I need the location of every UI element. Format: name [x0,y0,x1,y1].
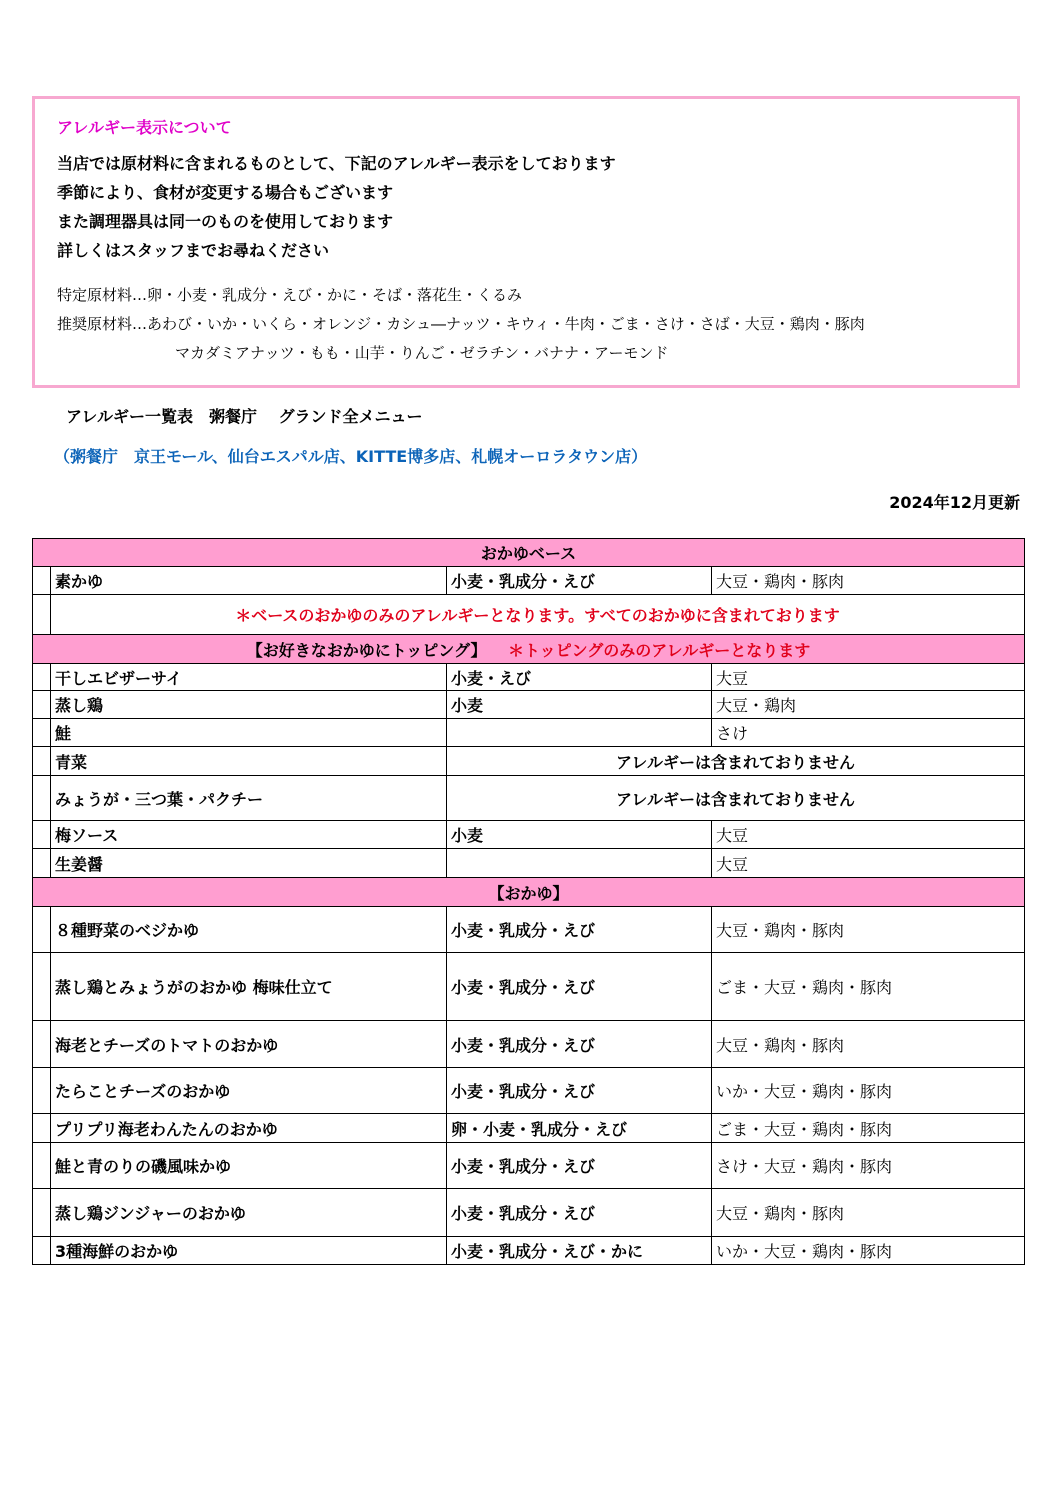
recommended-allergens-cont: マカダミアナッツ・もも・山芋・りんご・ゼラチン・バナナ・アーモンド [175,344,669,362]
menu-item-name: 鮭 [51,719,447,747]
recommended-allergens-cell: さけ・大豆・鶏肉・豚肉 [712,1143,1025,1189]
notice-line: 当店では原材料に含まれるものとして、下記のアレルギー表示をしております [57,154,616,173]
specified-allergens-cell: 卵・小麦・乳成分・えび [447,1114,712,1143]
recommended-allergens: 推奨原材料…あわび・いか・いくら・オレンジ・カシュ―ナッツ・キウィ・牛肉・ごま・さけ・さば・大豆・鶏肉・豚肉 [57,315,865,333]
specified-allergens-cell: 小麦・乳成分・えび [447,953,712,1021]
specified-allergens-cell [447,849,712,878]
table-row [33,719,1025,747]
section-header-label: おかゆベース [33,539,1025,567]
recommended-allergens-cell: 大豆・鶏肉・豚肉 [712,567,1025,595]
table-row [33,821,1025,849]
specified-allergens-cell: 小麦・乳成分・えび [447,907,712,953]
menu-item-name: 蒸し鶏 [51,691,447,719]
specified-allergens-cell: 小麦 [447,691,712,719]
base-note: ＊ベースのおかゆのみのアレルギーとなります。すべてのおかゆに含まれております [51,595,1025,635]
menu-item-name: ８種野菜のベジかゆ [51,907,447,953]
section-header [33,539,1025,567]
specified-allergens-cell: 小麦・えび [447,664,712,691]
recommended-allergens-cell: ごま・大豆・鶏肉・豚肉 [712,1114,1025,1143]
menu-item-name: 蒸し鶏ジンジャーのおかゆ [51,1189,447,1237]
specified-allergens-cell: 小麦・乳成分・えび・かに [447,1237,712,1265]
table-row [33,1068,1025,1114]
no-allergen-cell: アレルギーは含まれておりません [447,747,1025,776]
notice-line: 季節により、食材が変更する場合もございます [57,183,394,202]
menu-item-name: 青菜 [51,747,447,776]
menu-item-name: 鮭と青のりの磯風味かゆ [51,1143,447,1189]
notice-line: 詳しくはスタッフまでお尋ねください [57,241,330,260]
menu-item-name: 素かゆ [51,567,447,595]
notice-line: また調理器具は同一のものを使用しております [57,212,394,231]
section-header [33,878,1025,907]
table-row [33,664,1025,691]
allergy-table [32,538,1025,1265]
menu-item-name: 3種海鮮のおかゆ [51,1237,447,1265]
no-allergen-cell: アレルギーは含まれておりません [447,776,1025,821]
recommended-allergens-cell: 大豆 [712,849,1025,878]
table-row [33,1143,1025,1189]
topping-note: ＊トッピングのみのアレルギーとなります [508,640,811,660]
table-row [33,747,1025,776]
table-row [33,1237,1025,1265]
table-row [33,567,1025,595]
recommended-allergens-cell: 大豆・鶏肉・豚肉 [712,1021,1025,1068]
table-row [33,691,1025,719]
recommended-allergens-cell: いか・大豆・鶏肉・豚肉 [712,1068,1025,1114]
store-list: （粥餐庁 京王モール、仙台エスパル店、KITTE博多店、札幌オーロラタウン店） [54,447,648,466]
menu-item-name: 干しエビザーサイ [51,664,447,691]
notice-title: アレルギー表示について [57,118,232,137]
specified-allergens: 特定原材料…卵・小麦・乳成分・えび・かに・そば・落花生・くるみ [57,286,523,304]
recommended-allergens-cell: 大豆 [712,821,1025,849]
section-header-label: 【お好きなおかゆにトッピング】 [246,640,487,660]
table-row [33,849,1025,878]
recommended-allergens-cell: 大豆・鶏肉・豚肉 [712,907,1025,953]
recommended-allergens-cell: いか・大豆・鶏肉・豚肉 [712,1237,1025,1265]
menu-item-name: 生姜醤 [51,849,447,878]
table-row [33,595,1025,635]
specified-allergens-cell: 小麦・乳成分・えび [447,1068,712,1114]
table-row [33,907,1025,953]
recommended-allergens-cell: ごま・大豆・鶏肉・豚肉 [712,953,1025,1021]
table-row [33,953,1025,1021]
section-header-label: 【おかゆ】 [33,878,1025,907]
specified-allergens-cell: 小麦・乳成分・えび [447,1189,712,1237]
menu-title: アレルギー一覧表 粥餐庁 グランド全メニュー [66,407,423,426]
table-row [33,1114,1025,1143]
recommended-allergens-cell: 大豆 [712,664,1025,691]
table-row [33,776,1025,821]
menu-item-name: たらことチーズのおかゆ [51,1068,447,1114]
menu-item-name: みょうが・三つ葉・パクチー [51,776,447,821]
menu-item-name: プリプリ海老わんたんのおかゆ [51,1114,447,1143]
table-row [33,1189,1025,1237]
menu-item-name: 海老とチーズのトマトのおかゆ [51,1021,447,1068]
updated-date: 2024年12月更新 [889,493,1020,512]
specified-allergens-cell: 小麦 [447,821,712,849]
table-row [33,1021,1025,1068]
recommended-allergens-cell: 大豆・鶏肉・豚肉 [712,1189,1025,1237]
recommended-allergens-cell: 大豆・鶏肉 [712,691,1025,719]
allergy-notice-box [32,96,1020,388]
specified-allergens-cell: 小麦・乳成分・えび [447,1021,712,1068]
menu-item-name: 梅ソース [51,821,447,849]
specified-allergens-cell [447,719,712,747]
specified-allergens-cell: 小麦・乳成分・えび [447,1143,712,1189]
recommended-allergens-cell: さけ [712,719,1025,747]
specified-allergens-cell: 小麦・乳成分・えび [447,567,712,595]
menu-item-name: 蒸し鶏とみょうがのおかゆ 梅味仕立て [51,953,447,1021]
section-header [33,635,1025,664]
